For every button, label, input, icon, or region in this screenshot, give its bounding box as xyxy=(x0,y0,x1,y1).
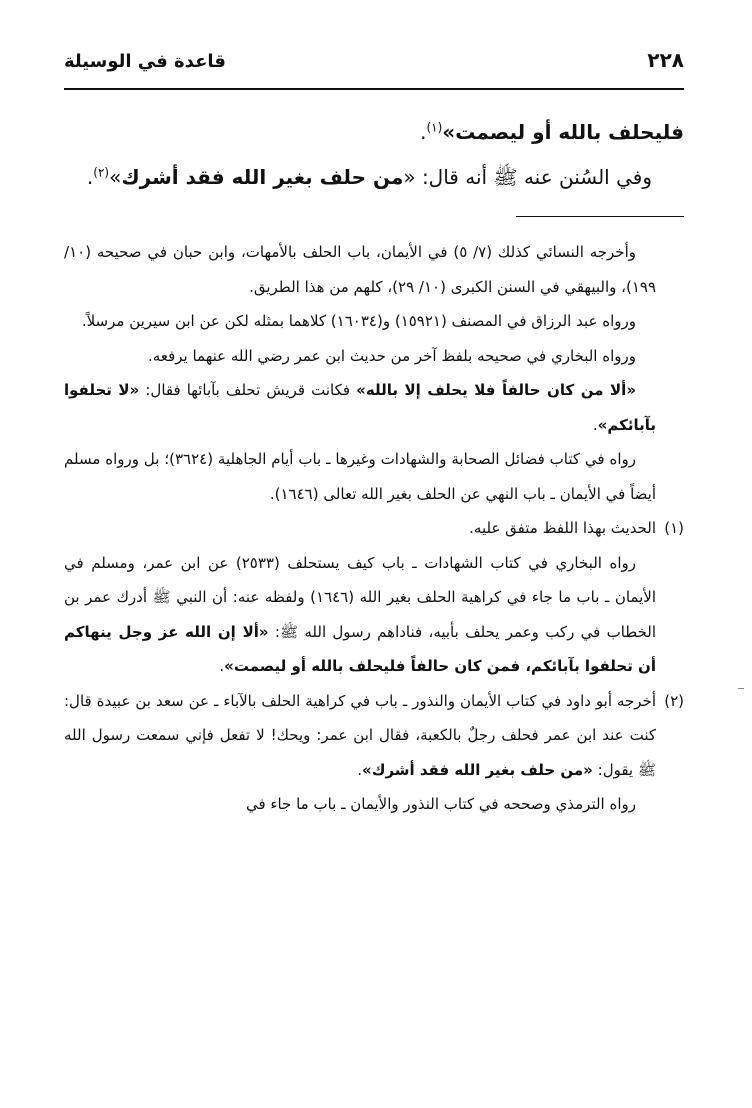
footnote-ref-2[interactable]: (٢) xyxy=(93,165,110,180)
running-title: قاعدة في الوسيلة xyxy=(64,51,226,72)
footnote-paragraph: ورواه عبد الرزاق في المصنف (١٥٩٢١) و(١٦٠٣٤) كلاهما بمثله لكن عن ابن سيرين مرسلاً. xyxy=(81,312,636,330)
margin-mark xyxy=(738,688,744,689)
main-paragraph-2: وفي السُنن عنه ﷺ أنه قال: «من حلف بغير الله فقد أشرك»$^{(٢)}$. xyxy=(86,165,652,189)
hadith-quote: «من حلف بغير الله فقد أشرك» xyxy=(362,760,593,779)
footnote-1: (١)الحديث بهذا اللفظ متفق عليه. xyxy=(64,511,684,546)
hadith-quote: «ألا من كان حالفاً فلا يحلف إلا بالله» xyxy=(356,381,637,399)
footnote-paragraph: «ألا من كان حالفاً فلا يحلف إلا بالله» فكانت قريش تحلف بآبائها فقال: «لا تحلفوا بآبائكم». xyxy=(64,381,656,434)
footnote-paragraph: وأخرجه النسائي كذلك (٧/ ٥) في الأيمان، باب الحلف بالأمهات، وابن حبان في صحيحه (١٠/ ١٩٩)، والبيهقي في السنن الكبرى (١٠/ ٢٩)، كلهم من هذا الطريق. xyxy=(64,243,656,296)
page xyxy=(64,48,684,822)
para2-lead: وفي السُنن عنه ﷺ أنه قال: « xyxy=(403,165,652,189)
footnote-paragraph: ورواه البخاري في صحيحه بلفظ آخر من حديث ابن عمر رضي الله عنهما يرفعه. xyxy=(148,346,636,365)
page-number: ٢٢٨ xyxy=(647,48,684,72)
hadith-quote: «لا تحلفوا بآبائكم» xyxy=(64,381,656,434)
main-line-1: فليحلف بالله أو ليصمت»$^{(١)}$. xyxy=(420,120,684,144)
hadith-quote-1: فليحلف بالله أو ليصمت» xyxy=(442,120,684,144)
footnote-1-number: (١) xyxy=(664,519,684,537)
footnote-2-number: (٢) xyxy=(664,691,684,710)
main-text xyxy=(64,110,684,200)
footnote-paragraph: رواه الترمذي وصححه في كتاب النذور والأيمان ـ باب ما جاء في xyxy=(245,795,636,813)
footnote-divider xyxy=(516,216,684,217)
footnote-paragraph: رواه البخاري في كتاب الشهادات ـ باب كيف يستحلف (٢٥٣٣) عن ابن عمر، ومسلم في الأيمان ـ باب ما جاء في كراهية الحلف بغير الله (١٦٤٦) ولفظه عنه: أن النبي ﷺ أدرك عمر بن الخطاب في ركب وعمر يحلف بأبيه، فناداهم رسول الله ﷺ: «ألا إن الله عز وجل ينهاكم أن تحلفوا بآبائكم، فمن كان حالفاً فليحلف بالله أو ليصمت». xyxy=(64,553,656,675)
hadith-quote-2: من حلف بغير الله فقد أشرك xyxy=(121,165,404,189)
hadith-quote: «ألا إن الله عز وجل ينهاكم أن تحلفوا بآبائكم، فمن كان حالفاً فليحلف بالله أو ليصمت» xyxy=(64,622,656,675)
footnote-2: (٢)أخرجه أبو داود في كتاب الأيمان والنذور ـ باب في كراهية الحلف بالآباء ـ عن سعد بن عبيدة قال: كنت عند ابن عمر فحلف رجلٌ بالكعبة، فقال ابن عمر: ويحك! لا تفعل فإني سمعت رسول الله ﷺ يقول: «من حلف بغير الله فقد أشرك». xyxy=(64,684,684,788)
page-header xyxy=(64,48,684,90)
footnotes xyxy=(64,235,684,822)
footnote-ref-1[interactable]: (١) xyxy=(426,120,443,135)
footnote-paragraph: رواه في كتاب فضائل الصحابة والشهادات وغيرها ـ باب أيام الجاهلية (٣٦٢٤)؛ بل ورواه مسلم أيضاً في الأيمان ـ باب النهي عن الحلف بغير الله تعالى (١٦٤٦). xyxy=(64,450,656,503)
